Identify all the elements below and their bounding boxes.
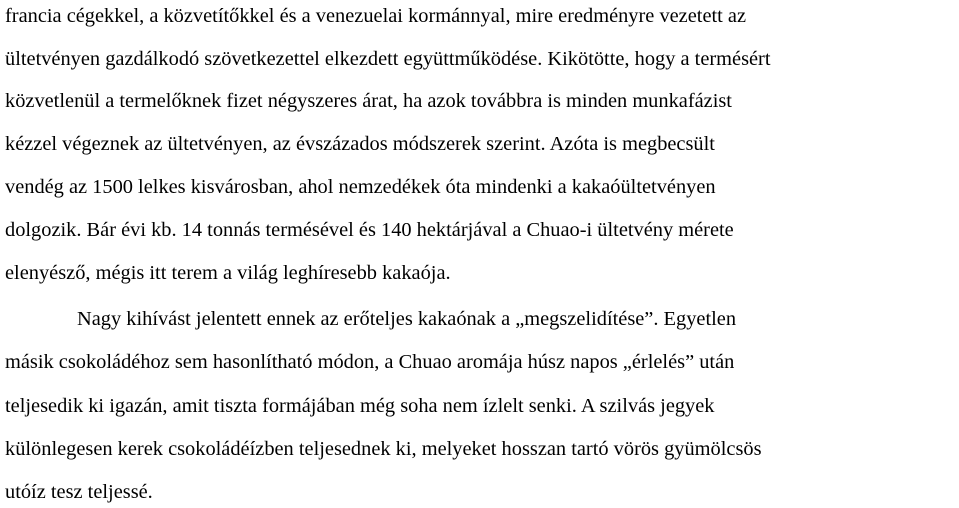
text-line: dolgozik. Bár évi kb. 14 tonnás termésével és 140 hektárjával a Chuao-i ültetvény mérete [5, 219, 734, 241]
text-line: teljesedik ki igazán, amit tiszta formájában még soha nem ízlelt senki. A szilvás jegyek [5, 395, 715, 417]
text-line: francia cégekkel, a közvetítőkkel és a venezuelai kormánnyal, mire eredményre vezetett az [5, 5, 747, 27]
text-line: kézzel végeznek az ültetvényen, az évszázados módszerek szerint. Azóta is megbecsült [5, 133, 715, 155]
text-line: másik csokoládéhoz sem hasonlítható módon, a Chuao aromája húsz napos „érlelés” után [5, 351, 735, 373]
text-line: vendég az 1500 lelkes kisvárosban, ahol nemzedékek óta mindenki a kakaóültetvényen [5, 176, 716, 198]
text-line: közvetlenül a termelőknek fizet négyszeres árat, ha azok továbbra is minden munkafázist [5, 90, 732, 112]
text-line: ültetvényen gazdálkodó szövetkezettel elkezdett együttműködése. Kikötötte, hogy a termésért [5, 48, 771, 70]
text-line: elenyésző, mégis itt terem a világ leghíresebb kakaója. [5, 262, 451, 284]
text-line: különlegesen kerek csokoládéízben teljesednek ki, melyeket hosszan tartó vörös gyümölcsös [5, 438, 762, 460]
text-line: utóíz tesz teljessé. [5, 481, 153, 503]
paragraph-first-line: Nagy kihívást jelentett ennek az erőteljes kakaónak a „megszelidítése”. Egyetlen [77, 308, 737, 330]
